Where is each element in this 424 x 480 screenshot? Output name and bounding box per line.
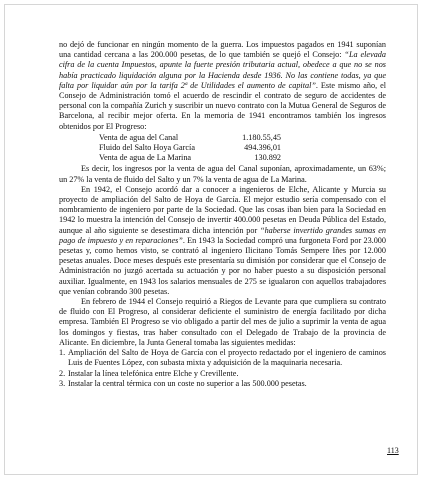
paragraph-3: En 1942, el Consejo acordó dar a conocer a ingenieros de Elche, Alicante y Murcia su proyecto de ampliación del Salto de Hoya de García. El mejor estudio sería compensado con el nombramiento de ingeniero por parte de la Sociedad. Que las cosas iban bien para la Sociedad en 1942 lo muestra la intención del Consejo de invertir 400.000 pesetas en Deuda Pública del Estado, aunque al año siguiente se desestimara dicha intención por “haberse invertido grandes sumas en pago de impuesto y en reparaciones”. En 1943 la Sociedad compró una furgoneta Ford por 23.000 pesetas y, como hemos visto, se contrató al ingeniero Ilicitano Tomás Sempere Iñes por 12.000 pesetas anuales. Doce meses después este presentaría su dimisión por considerar que el Consejo de Administración no juzgó acertada su actuación y por no haber puesto a su disposición personal auxiliar. Igualmente, en 1943 los salarios mensuales de 275 se igualaron con aquellos trabajadores que venían cobrando 300 pesetas. xyxy=(59,184,386,296)
income-row: Venta de agua del Canal 1.180.55,45 xyxy=(99,132,281,142)
quote-2: “haberse invertido grandes sumas en pago de impuesto y en reparaciones” xyxy=(59,225,386,245)
list-item: 2. Instalar la línea telefónica entre Elche y Crevillente. xyxy=(59,368,239,378)
income-row: Venta de agua de La Marina 130.892 xyxy=(99,153,281,163)
paragraph-4: En febrero de 1944 el Consejo requirió a Riegos de Levante para que cumpliera su contrato de fluido con El Progreso, al considerar deficiente el suministro de energía facilitado por dicha empresa. También El Progreso se vio obligado a partir del mes de julio a suprimir la venta de agua los domingos y fiestas, tras haber consultado con el Delegado de Trabajo de la provincia de Alicante. En diciembre, la Junta General tomaba las siguientes medidas: xyxy=(59,297,386,347)
page-number: 113 xyxy=(387,446,399,455)
list-item: 3. Instalar la central térmica con un coste no superior a las 500.000 pesetas. xyxy=(59,378,307,388)
income-table xyxy=(99,133,309,164)
paragraph-1: no dejó de funcionar en ningún momento de la guerra. Los impuestos pagados en 1941 suponían una cantidad cercana a las 200.000 pesetas, de lo que también se quejó el Consejo: “La elevada cifra de la cuenta Impuestos, apunte la fuerte presión tributaria actual, obedece a que no se nos había practicado liquidación alguna por la Hacienda desde 1936. No las contiene todas, ya que falta por liquidar aún por la tarifa 2ª de Utilidades el aumento de capital”. Este mismo año, el Consejo de Administración tomó el acuerdo de rescindir el contrato de seguro de accidentes de personal con la compañía Zurich y suscribir un nuevo contrato con la Mutua General de Seguros de Barcelona, al recibir mejor oferta. En la memoria de 1941 encontramos también los ingresos obtenidos por El Progreso: xyxy=(59,40,386,131)
measures-list xyxy=(59,348,386,389)
paragraph-2: Es decir, los ingresos por la venta de agua del Canal suponían, aproximadamente, un 63%; un 27% la venta de fluido del Salto y un 7% la venta de agua de La Marina. xyxy=(59,164,386,184)
document-body xyxy=(59,40,386,389)
income-row: Fluido del Salto Hoya García 494.396,01 xyxy=(99,143,281,153)
list-item: 1. Ampliación del Salto de Hoya de García con el proyecto redactado por el ingeniero de caminos Luis de Fuentes López, con subasta mixta y adquisición de la maquinaria necesaria. xyxy=(59,348,386,368)
quote-1: “La elevada cifra de la cuenta Impuestos, apunte la fuerte presión tributaria actual, obedece a que no se nos había practicado liquidación alguna por la Hacienda desde 1936. No las contiene todas, ya que falta por liquidar aún por la tarifa 2ª de Utilidades el aumento de capital” xyxy=(59,50,386,90)
